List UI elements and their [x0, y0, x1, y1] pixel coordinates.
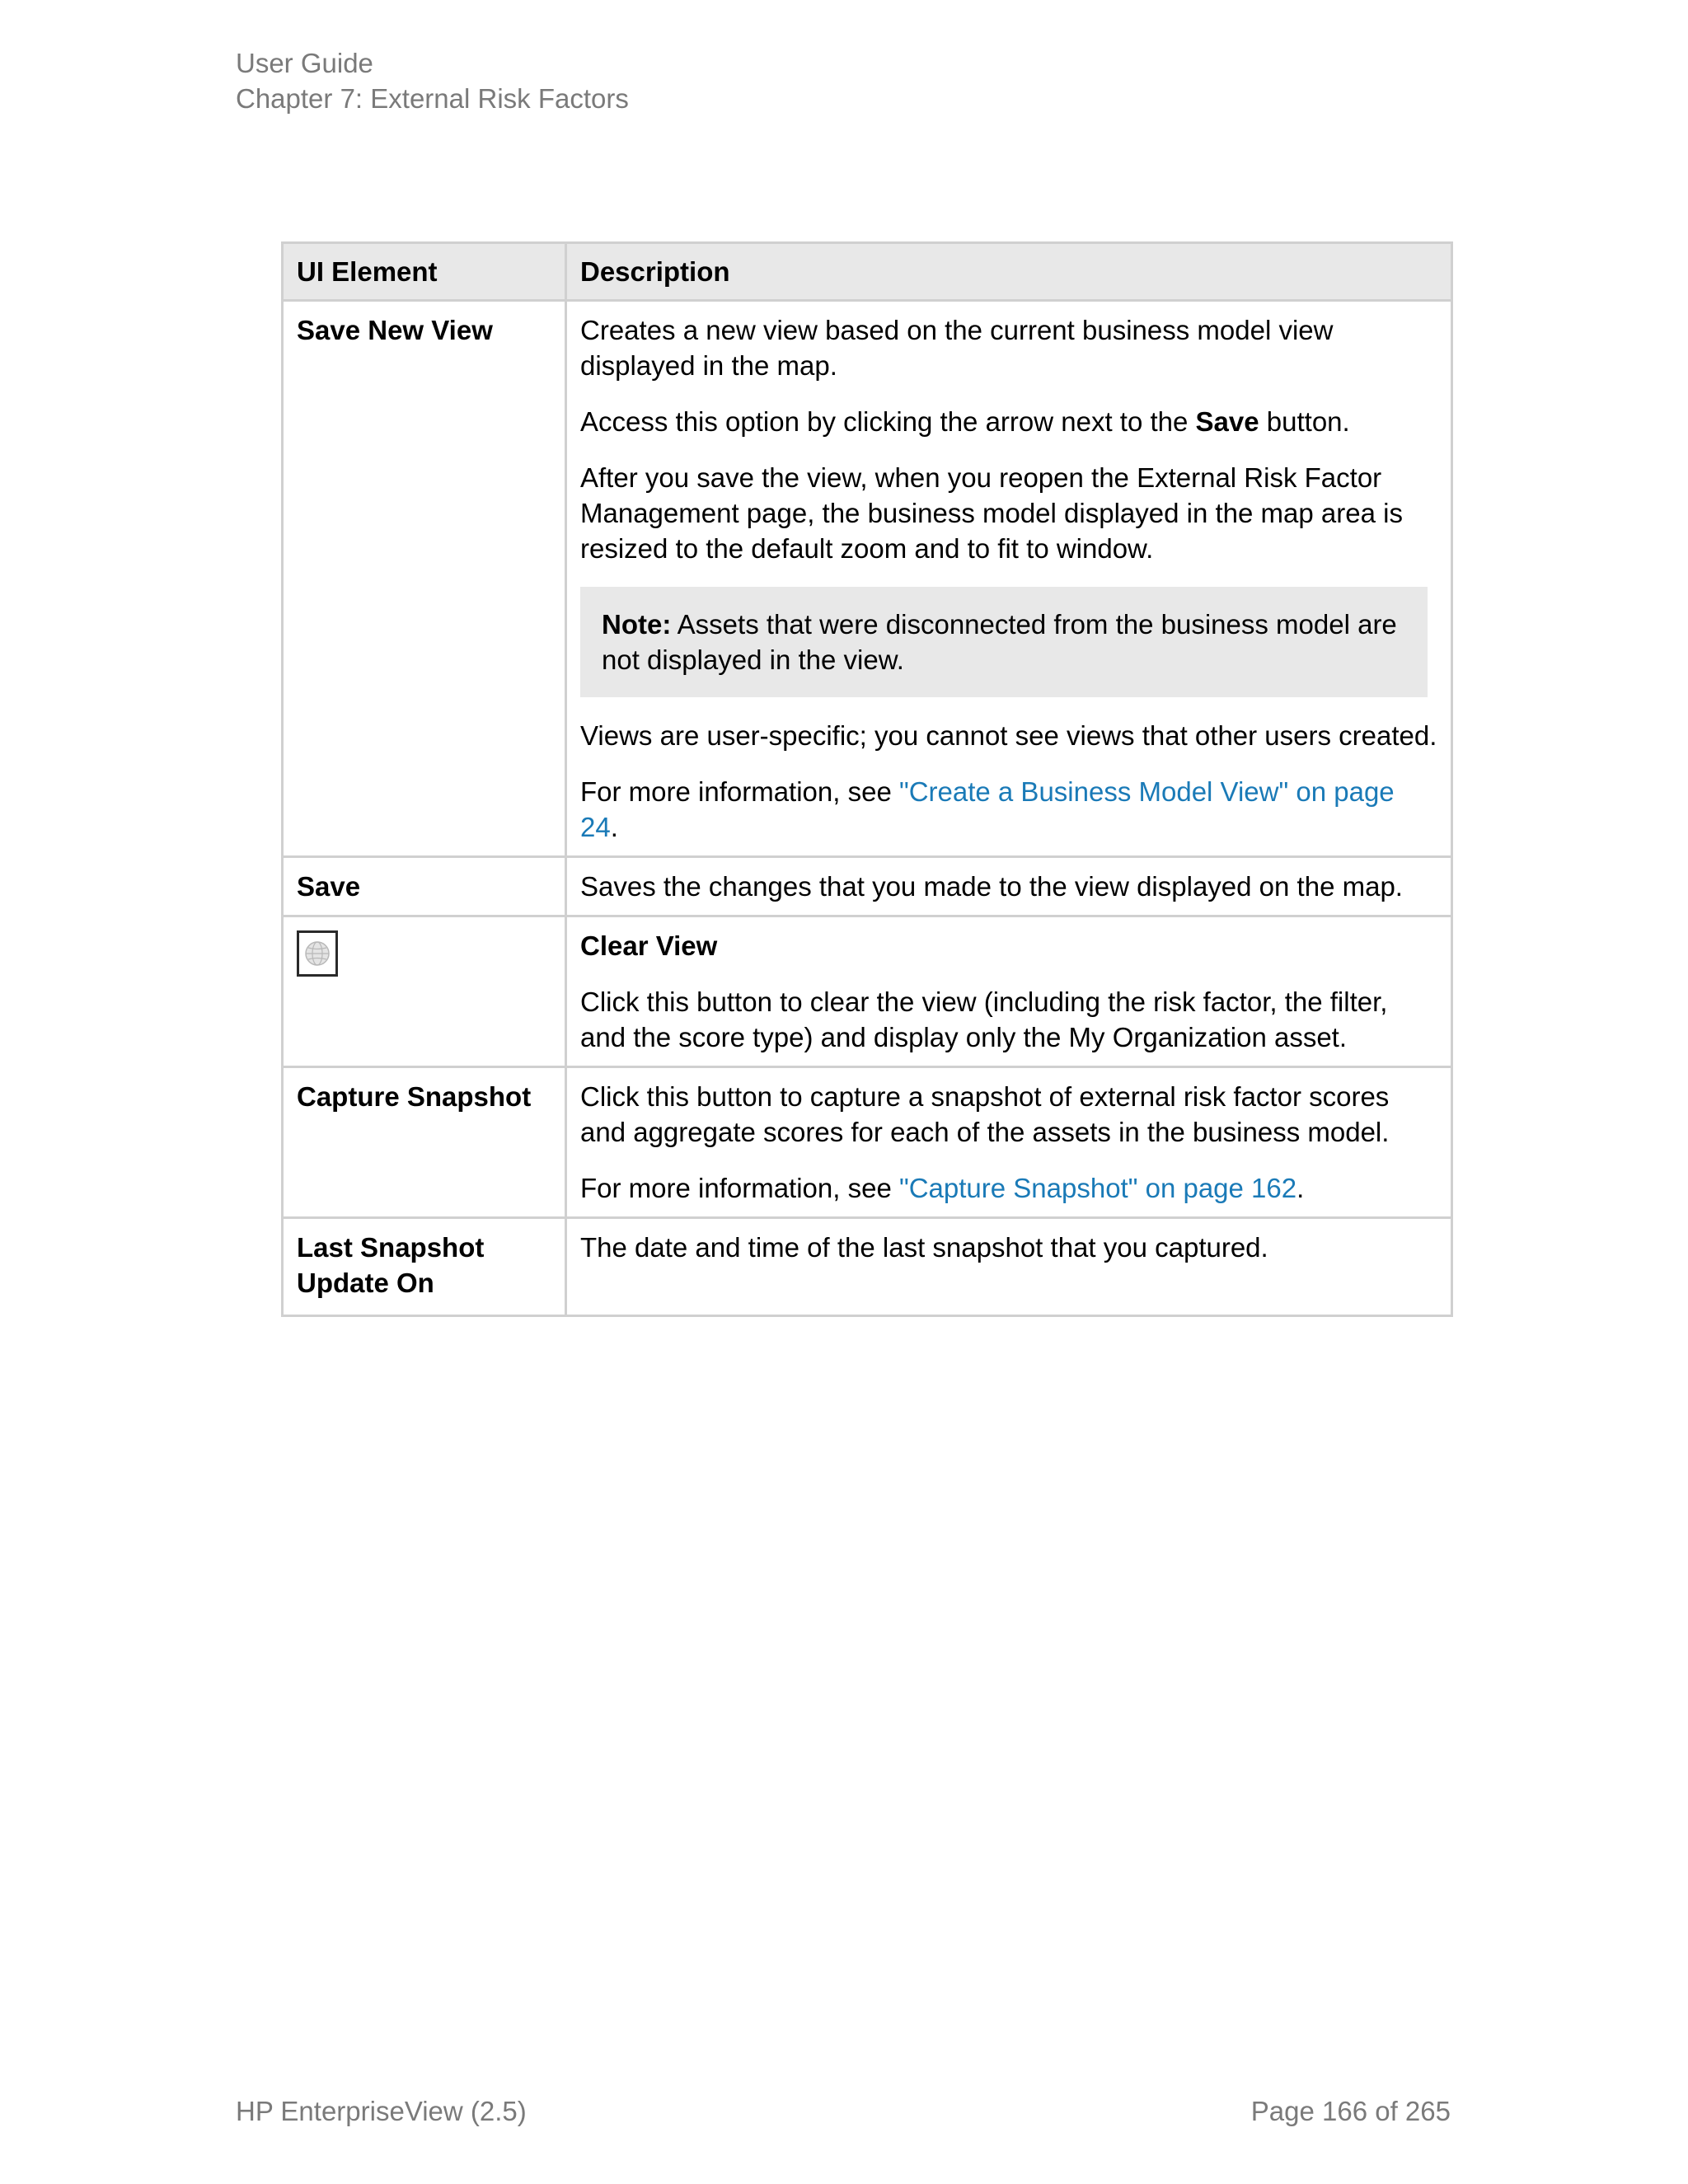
save-term: Save — [1195, 406, 1259, 437]
description-cell — [566, 1218, 1452, 1316]
note-box — [580, 587, 1428, 697]
column-header-ui-element: UI Element — [283, 243, 566, 301]
clear-view-button[interactable] — [297, 930, 338, 977]
description-text: For more information, see "Create a Business Model View" on page 24. — [580, 776, 1395, 842]
description-text: Saves the changes that you made to the view displayed on the map. — [580, 871, 1403, 902]
description-text: Creates a new view based on the current business model view displayed in the map. — [580, 315, 1334, 381]
description-text: Access this option by clicking the arrow next to the Save button. — [580, 406, 1350, 437]
description-text: Views are user-specific; you cannot see views that other users created. — [580, 720, 1437, 751]
table-row — [283, 1067, 1452, 1218]
element-icon-cell — [283, 916, 566, 1067]
element-name-save: Save — [283, 857, 566, 916]
description-text: Click this button to capture a snapshot of external risk factor scores and aggregate scores for each of the assets in the business model. — [580, 1081, 1390, 1147]
note-label: Note: — [602, 609, 672, 640]
element-name-last-snapshot-update-on: Last Snapshot Update On — [283, 1218, 566, 1316]
description-cell — [566, 1067, 1452, 1218]
column-header-description: Description — [566, 243, 1452, 301]
note-text: Assets that were disconnected from the business model are not displayed in the view. — [602, 609, 1397, 675]
element-name-save-new-view: Save New View — [283, 301, 566, 857]
table-header-row — [283, 243, 1452, 301]
running-header — [236, 45, 629, 116]
link-create-business-model-view[interactable]: "Create a Business Model View" on page 24 — [580, 776, 1395, 842]
footer-page-number: Page 166 of 265 — [1250, 2096, 1451, 2126]
ui-elements-table — [281, 241, 1453, 1317]
description-cell — [566, 916, 1452, 1067]
description-text: For more information, see "Capture Snapshot" on page 162. — [580, 1173, 1305, 1203]
guide-title: User Guide — [236, 48, 373, 78]
description-text: Click this button to clear the view (including the risk factor, the filter, and the score type) and display only the My Organization asset. — [580, 987, 1388, 1052]
description-text: The date and time of the last snapshot that you captured. — [580, 1232, 1268, 1263]
description-text: After you save the view, when you reopen the External Risk Factor Management page, the business model displayed in the map area is resized to the default zoom and to fit to window. — [580, 462, 1403, 564]
table-row — [283, 301, 1452, 857]
link-capture-snapshot[interactable]: "Capture Snapshot" on page 162 — [898, 1173, 1297, 1203]
clear-view-title: Clear View — [580, 930, 718, 961]
footer-product: HP EnterpriseView (2.5) — [236, 2096, 527, 2126]
description-cell — [566, 301, 1452, 857]
globe-icon — [304, 940, 331, 967]
description-cell — [566, 857, 1452, 916]
table-row — [283, 1218, 1452, 1316]
table-row — [283, 916, 1452, 1067]
element-name-capture-snapshot: Capture Snapshot — [283, 1067, 566, 1218]
table-row — [283, 857, 1452, 916]
chapter-title: Chapter 7: External Risk Factors — [236, 83, 629, 114]
